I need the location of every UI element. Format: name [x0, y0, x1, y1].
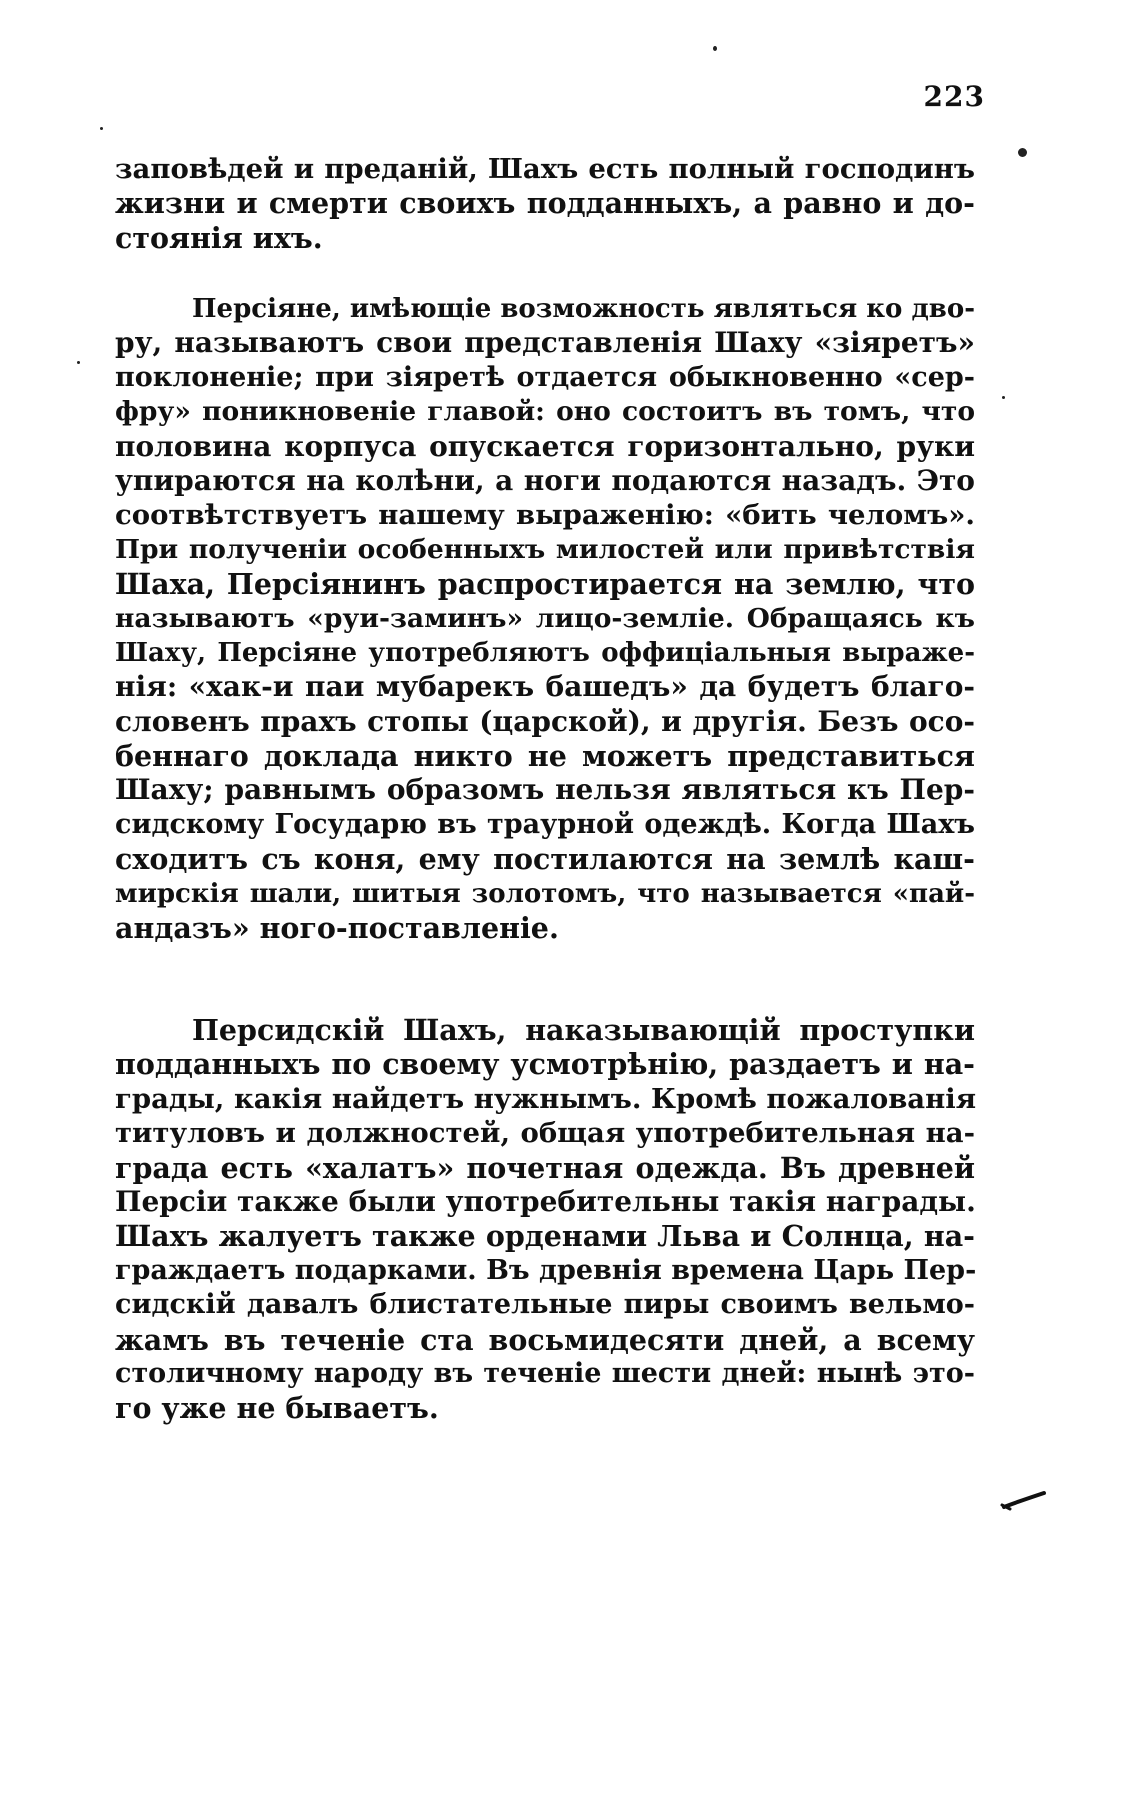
- ink-stroke-mark: [1000, 1485, 1050, 1515]
- text-line: грады, какія найдетъ нужнымъ. Кромѣ пожалованія: [115, 1082, 977, 1115]
- text-line: беннаго доклада никто не можетъ представиться: [115, 739, 975, 774]
- page-number: 223: [923, 80, 985, 113]
- text-line: столичному народу въ теченіе шести дней: нынѣ это-: [115, 1357, 975, 1389]
- text-line: града есть «халатъ» почетная одежда. Въ древней: [115, 1150, 975, 1185]
- text-line: Персидскій Шахъ, наказывающій проступки: [192, 1013, 975, 1047]
- text-line: называютъ «руи-заминъ» лицо-земліе. Обращаясь къ: [115, 602, 975, 634]
- ink-speck: [713, 46, 717, 51]
- text-line: сидскій давалъ блистательные пиры своимъ вельмо-: [115, 1289, 975, 1321]
- text-line: Шаха, Персіянинъ распростирается на землю, что: [115, 567, 975, 602]
- paragraph-2: [115, 292, 975, 945]
- text-line: словенъ прахъ стопы (царской), и другія. Безъ осо-: [115, 704, 975, 738]
- text-line: жамъ въ теченіе ста восьмидесяти дней, а всему: [115, 1322, 975, 1357]
- ink-speck: [100, 127, 103, 130]
- ink-speck: [1018, 148, 1027, 157]
- text-line: Шахъ жалуетъ также орденами Льва и Солнца, на-: [115, 1219, 975, 1254]
- ink-speck: [77, 361, 80, 364]
- text-line: половина корпуса опускается горизонтально, руки: [115, 429, 975, 463]
- text-line: заповѣдей и преданій, Шахъ есть полный господинъ: [115, 153, 975, 185]
- text-line: титуловъ и должностей, общая употребительная на-: [115, 1117, 975, 1150]
- text-line: стоянія ихъ.: [115, 220, 323, 255]
- text-line: граждаетъ подарками. Въ древнія времена Царь Пер-: [115, 1254, 977, 1286]
- paragraph-3: [115, 1013, 975, 1426]
- text-line: фру» поникновеніе главой: оно состоитъ въ томъ, что: [115, 396, 975, 428]
- text-line: подданныхъ по своему усмотрѣнію, раздаетъ и на-: [115, 1047, 975, 1082]
- text-line: нія: «хак-и паи мубарекъ башедъ» да будетъ благо-: [115, 670, 975, 704]
- text-line: сидскому Государю въ траурной одеждѣ. Когда Шахъ: [115, 808, 975, 840]
- text-line: соотвѣтствуетъ нашему выраженію: «бить челомъ».: [115, 499, 975, 532]
- text-line: Персіи также были употребительны такія награды.: [115, 1184, 976, 1218]
- paragraph-1: [115, 152, 975, 255]
- text-line: Персіяне, имѣющіе возможность являться ко дво-: [192, 294, 975, 324]
- text-line: ру, называютъ свои представленія Шаху «зіяретъ»: [115, 326, 975, 360]
- text-line: мирскія шали, шитыя золотомъ, что называется «пай-: [115, 878, 975, 909]
- text-line: сходитъ съ коня, ему постилаются на землѣ каш-: [115, 842, 975, 877]
- text-line: Шаху, Персіяне употребляютъ оффиціальныя выраже-: [115, 637, 975, 668]
- text-line: поклоненіе; при зіяретѣ отдается обыкновенно «сер-: [115, 361, 975, 393]
- text-line: упираются на колѣни, а ноги подаются назадъ. Это: [115, 463, 975, 497]
- ink-speck: [1002, 396, 1005, 399]
- text-line: При полученіи особенныхъ милостей или привѣтствія: [115, 533, 975, 565]
- text-line: жизни и смерти своихъ подданныхъ, а равно и до-: [115, 186, 975, 221]
- text-line: Шаху; равнымъ образомъ нельзя являться къ Пер-: [115, 773, 975, 807]
- text-line: го уже не бываетъ.: [115, 1391, 439, 1426]
- text-line: андазъ» ного-поставленіе.: [115, 911, 559, 946]
